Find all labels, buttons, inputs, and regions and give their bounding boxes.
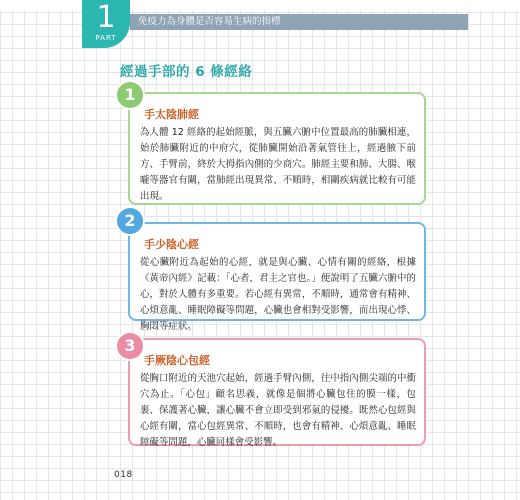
page-number: 018 [114,470,133,480]
card-text: 從心臟附近為起始的心經，就是與心臟、心情有關的經絡，根據《黃帝內經》記載：「心者，君主之官也。」便說明了五臟六腑中的心，對於人體有多重要。若心經有異常，不順時，通常會有精神、心煩意亂、睡眠障礙等問題，心臟也會相對受影響，而出現心悸、胸悶等症狀。 [140,257,416,332]
chapter-title-bar [130,14,468,30]
part-number: 1 [96,0,116,35]
part-label: PART [95,34,117,42]
card-text: 從胸口附近的天池穴起始，經過手臂內側，往中指內側尖端的中衝穴為止。「心包」顧名思義，就像是個將心臟包住的膜一樣，包裹、保護著心臟，讓心臟不會立即受到邪氣的侵擾。既然心包經與心經有關，當心包經異常、不順時，也會有精神、心煩意亂、睡眠障礙等問題，心臟同樣會受影響。 [140,373,416,448]
number-circle-2: 2 [117,208,143,234]
card-title: 手少陰心經 [144,238,199,251]
part-badge [82,0,130,48]
card-title: 手厥陰心包經 [144,354,210,367]
meridian-card-1 [128,92,426,205]
chapter-title: 免疫力為身體是否容易生病的指標 [138,16,281,27]
section-title: 經過手部的 6 條經絡 [120,64,253,80]
number-circle-1: 1 [117,82,143,108]
card-title: 手太陰肺經 [144,108,199,121]
card-text: 為人體 12 經絡的起始經脈，與五臟六腑中位置最高的肺臟相連，始於肺臟附近的中府穴，從肺臟開始沿著氣管往上，經過腋下前方、手臂前，終於大拇指內側的少商穴。肺經主要和肺、大腸、喉嚨等器官有關，當肺經出現異常、不順時，相關疾病就比較有可能出現。 [140,127,416,202]
number-circle-3: 3 [117,333,143,359]
top-band [0,0,520,10]
meridian-card-2 [128,222,426,332]
meridian-card-3 [128,338,426,446]
